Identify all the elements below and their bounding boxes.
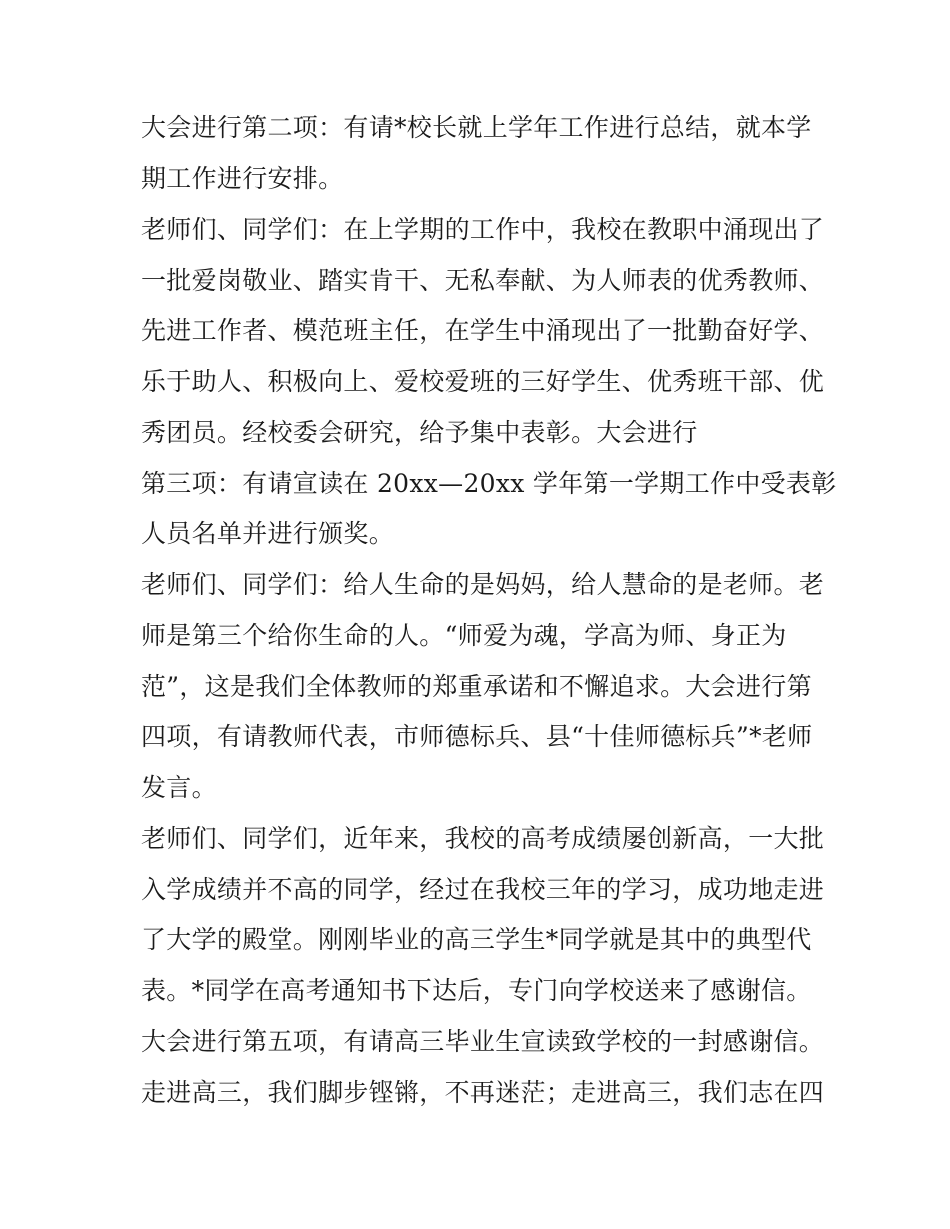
text-line: 范”，这是我们全体教师的郑重承诺和不懈追求。大会进行第 xyxy=(141,672,812,701)
text-line: 一批爱岗敬业、踏实肯干、无私奉献、为人师表的优秀教师、 xyxy=(141,266,825,295)
text-line: 了大学的殿堂。刚刚毕业的高三学生*同学就是其中的典型代 xyxy=(141,925,812,954)
text-line: 走进高三，我们脚步铿锵，不再迷茫；走进高三，我们志在四 xyxy=(141,1078,825,1107)
text-line: 人员名单并进行颁奖。 xyxy=(141,519,395,548)
text-line: 期工作进行安排。 xyxy=(141,164,344,193)
text-line: 大会进行第五项，有请高三毕业生宣读致学校的一封感谢信。 xyxy=(141,1027,825,1056)
text-line: 大会进行第二项：有请*校长就上学年工作进行总结，就本学 xyxy=(141,113,812,142)
text-line: 老师们、同学们：在上学期的工作中，我校在教职中涌现出了 xyxy=(141,215,825,244)
text-line: 先进工作者、模范班主任，在学生中涌现出了一批勤奋好学、 xyxy=(141,316,825,345)
text-line: 入学成绩并不高的同学，经过在我校三年的学习，成功地走进 xyxy=(141,875,825,904)
text-line: 秀团员。经校委会研究，给予集中表彰。大会进行 xyxy=(141,418,698,447)
text-line: 四项，有请教师代表，市师德标兵、县“十佳师德标兵”*老师 xyxy=(141,722,813,751)
text-line: 发言。 xyxy=(141,773,217,802)
text-line: 乐于助人、积极向上、爱校爱班的三好学生、优秀班干部、优 xyxy=(141,367,825,396)
text-line: 表。*同学在高考通知书下达后，专门向学校送来了感谢信。 xyxy=(141,976,812,1005)
text-line: 老师们、同学们，近年来，我校的高考成绩屡创新高，一大批 xyxy=(141,824,825,853)
text-line: 师是第三个给你生命的人。“师爱为魂，学高为师、身正为 xyxy=(141,621,787,650)
text-line: 第三项：有请宣读在 20xx—20xx 学年第一学期工作中受表彰 xyxy=(141,469,837,498)
text-line: 老师们、同学们：给人生命的是妈妈，给人慧命的是老师。老 xyxy=(141,570,825,599)
